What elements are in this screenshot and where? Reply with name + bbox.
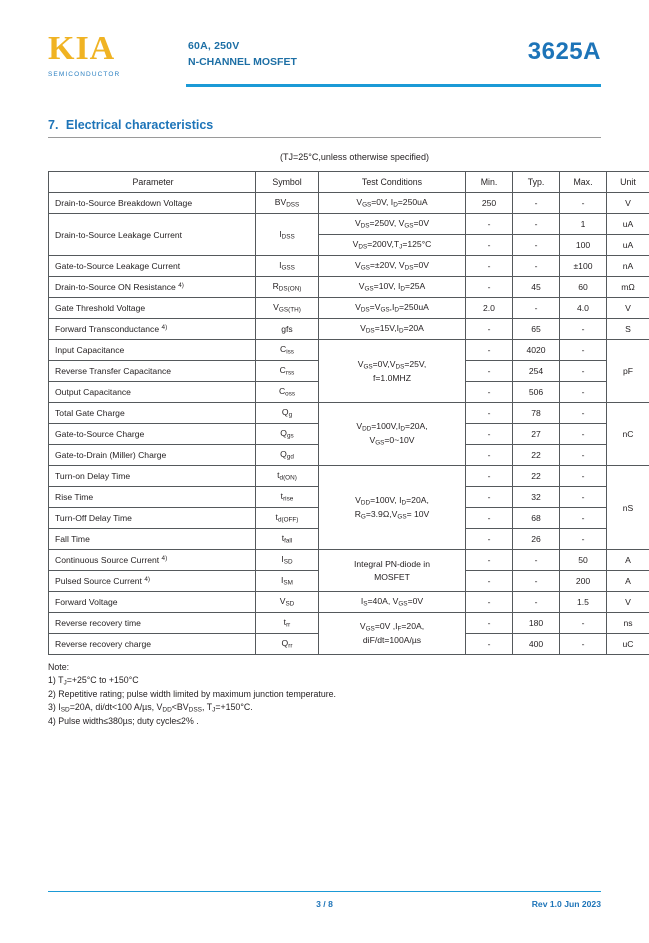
- cell-parameter: Output Capacitance: [49, 382, 256, 403]
- cell-typ: 26: [513, 529, 560, 550]
- cell-typ: 32: [513, 487, 560, 508]
- cell-parameter: Gate-to-Drain (Miller) Charge: [49, 445, 256, 466]
- cell-typ: -: [513, 550, 560, 571]
- cell-parameter: Input Capacitance: [49, 340, 256, 361]
- cell-unit: pF: [607, 340, 649, 403]
- logo-text: KIA: [48, 32, 144, 66]
- table-row: [49, 298, 649, 319]
- cell-typ: 254: [513, 361, 560, 382]
- cell-max: -: [560, 424, 607, 445]
- cell-min: -: [466, 319, 513, 340]
- table-header-row: [49, 172, 649, 193]
- cell-conditions: $V_{DS}=15V,I_D=20A$: [319, 319, 466, 340]
- cell-symbol: $t_{d(OFF)}$: [256, 508, 319, 529]
- cell-typ: -: [513, 571, 560, 592]
- cell-parameter: Reverse recovery charge: [49, 634, 256, 655]
- cell-symbol: $V_{SD}$: [256, 592, 319, 613]
- cell-symbol: $R_{DS(ON)}$: [256, 277, 319, 298]
- cell-parameter: Pulsed Source Current $^{4)}$: [49, 571, 256, 592]
- cell-conditions: $V_{GS}=0V$ $,I_F=20A$, diF/dt=100A/µs: [319, 613, 466, 655]
- cell-unit: S: [607, 319, 649, 340]
- cell-conditions: $V_{DS}=200V,T_J=125^\circ C$: [319, 235, 466, 256]
- cell-symbol: $V_{GS(TH)}$: [256, 298, 319, 319]
- cell-unit: V: [607, 592, 649, 613]
- cell-symbol: $Q_{gs}$: [256, 424, 319, 445]
- datasheet-page: [0, 26, 649, 943]
- table-row: [49, 256, 649, 277]
- cell-min: -: [466, 361, 513, 382]
- cell-min: -: [466, 382, 513, 403]
- cell-conditions: $V_{DS}=V_{GS},I_D=250uA$: [319, 298, 466, 319]
- cell-conditions: $V_{DD}=100V,I_D=20A$, $V_{GS}=0\sim 10V$: [319, 403, 466, 466]
- cell-max: 200: [560, 571, 607, 592]
- table-row: [49, 403, 649, 424]
- cell-min: -: [466, 466, 513, 487]
- page-number: 3 / 8: [48, 899, 601, 909]
- test-condition-note: [48, 152, 601, 162]
- cell-min: -: [466, 403, 513, 424]
- cell-symbol: $C_{iss}$: [256, 340, 319, 361]
- cell-parameter: Gate Threshold Voltage: [49, 298, 256, 319]
- cell-max: -: [560, 319, 607, 340]
- cell-symbol: $t_{fall}$: [256, 529, 319, 550]
- cell-typ: 22: [513, 466, 560, 487]
- cell-parameter: Continuous Source Current $^{4)}$: [49, 550, 256, 571]
- cell-min: -: [466, 445, 513, 466]
- cell-symbol: $C_{oss}$: [256, 382, 319, 403]
- cell-max: -: [560, 613, 607, 634]
- section-number: 7.: [48, 118, 58, 132]
- cell-parameter: Drain-to-Source Breakdown Voltage: [49, 193, 256, 214]
- notes-block: [48, 661, 601, 728]
- table-row: [49, 319, 649, 340]
- cell-min: -: [466, 214, 513, 235]
- cell-parameter: Turn-on Delay Time: [49, 466, 256, 487]
- cell-symbol: $Q_{gd}$: [256, 445, 319, 466]
- cell-max: -: [560, 634, 607, 655]
- cell-min: -: [466, 508, 513, 529]
- cell-unit: mΩ: [607, 277, 649, 298]
- cell-max: -: [560, 466, 607, 487]
- section-heading: [48, 118, 601, 137]
- cell-min: 2.0: [466, 298, 513, 319]
- cell-max: 1.5: [560, 592, 607, 613]
- cell-min: -: [466, 277, 513, 298]
- cell-parameter: Reverse Transfer Capacitance: [49, 361, 256, 382]
- product-rating: 60A, 250V: [188, 38, 297, 54]
- note-item-1: 1) $T_J=+25^\circ C$ to +150°C: [48, 674, 601, 688]
- cell-symbol: $Q_{rr}$: [256, 634, 319, 655]
- cell-parameter: Gate-to-Source Charge: [49, 424, 256, 445]
- cell-unit: uA: [607, 214, 649, 235]
- cell-min: -: [466, 634, 513, 655]
- cell-typ: 68: [513, 508, 560, 529]
- cell-min: -: [466, 613, 513, 634]
- cell-min: -: [466, 571, 513, 592]
- product-subtitle: [188, 38, 297, 71]
- cell-symbol: $BV_{DSS}$: [256, 193, 319, 214]
- product-type: N-CHANNEL MOSFET: [188, 54, 297, 70]
- cell-unit: A: [607, 550, 649, 571]
- cell-max: -: [560, 361, 607, 382]
- col-parameter: Parameter: [49, 172, 256, 193]
- cell-parameter: Total Gate Charge: [49, 403, 256, 424]
- table-row: [49, 466, 649, 487]
- cell-symbol: $C_{rss}$: [256, 361, 319, 382]
- cell-conditions: $V_{DD}=100V$, $I_D=20A$, $R_G=3.9\Omega,V_{GS}= 10V$: [319, 466, 466, 550]
- cell-max: -: [560, 529, 607, 550]
- cell-min: -: [466, 487, 513, 508]
- cell-typ: -: [513, 592, 560, 613]
- cell-typ: 22: [513, 445, 560, 466]
- col-max: Max.: [560, 172, 607, 193]
- cell-max: -: [560, 508, 607, 529]
- cell-typ: -: [513, 235, 560, 256]
- col-min: Min.: [466, 172, 513, 193]
- cell-parameter: Fall Time: [49, 529, 256, 550]
- col-unit: Unit: [607, 172, 649, 193]
- cell-symbol: $Q_g$: [256, 403, 319, 424]
- footer-divider: [48, 891, 601, 893]
- cell-min: -: [466, 592, 513, 613]
- cell-typ: 65: [513, 319, 560, 340]
- company-logo: [48, 32, 144, 78]
- col-typ: Typ.: [513, 172, 560, 193]
- cell-conditions: $V_{DS}=250V$, $V_{GS}=0V$: [319, 214, 466, 235]
- table-row: [49, 550, 649, 571]
- cell-parameter: Forward Transconductance $^{4)}$: [49, 319, 256, 340]
- cell-unit: V: [607, 298, 649, 319]
- note-item-4: 4) Pulse width≤380µs; duty cycle≤2% .: [48, 715, 601, 728]
- table-row: [49, 193, 649, 214]
- cell-symbol: $t_{rise}$: [256, 487, 319, 508]
- note-item-2: 2) Repetitive rating; pulse width limited by maximum junction temperature.: [48, 688, 601, 701]
- page-footer: [48, 891, 601, 914]
- cell-conditions: Integral PN-diode in MOSFET: [319, 550, 466, 592]
- cell-max: -: [560, 340, 607, 361]
- cell-min: -: [466, 235, 513, 256]
- col-test-conditions: Test Conditions: [319, 172, 466, 193]
- cell-symbol: $I_{SM}$: [256, 571, 319, 592]
- cell-max: 60: [560, 277, 607, 298]
- cell-typ: 4020: [513, 340, 560, 361]
- cell-unit: uA: [607, 235, 649, 256]
- cell-symbol: $t_{rr}$: [256, 613, 319, 634]
- revision-info: Rev 1.0 Jun 2023: [532, 899, 601, 909]
- cell-max: -: [560, 403, 607, 424]
- cell-typ: 180: [513, 613, 560, 634]
- cell-typ: 78: [513, 403, 560, 424]
- electrical-characteristics-table: [48, 171, 649, 655]
- cell-unit: ns: [607, 613, 649, 634]
- cell-parameter: Forward Voltage: [49, 592, 256, 613]
- cell-parameter: Rise Time: [49, 487, 256, 508]
- cell-min: -: [466, 256, 513, 277]
- cell-max: -: [560, 445, 607, 466]
- page-header: [48, 26, 601, 98]
- cell-unit: V: [607, 193, 649, 214]
- cell-conditions: $V_{GS}=\pm 20V$, $V_{DS}=0V$: [319, 256, 466, 277]
- cell-unit: nC: [607, 403, 649, 466]
- cell-max: 4.0: [560, 298, 607, 319]
- cell-max: 50: [560, 550, 607, 571]
- cell-parameter: Turn-Off Delay Time: [49, 508, 256, 529]
- cell-symbol: $t_{d(ON)}$: [256, 466, 319, 487]
- header-divider: [186, 84, 601, 87]
- table-row: [49, 277, 649, 298]
- section-divider: [48, 137, 601, 138]
- cell-max: 1: [560, 214, 607, 235]
- note-item-3: 3) $I_{SD}=20A$, di/dt<100 A/µs, $V_{DD}<BV_{DSS}$, $T_J=+150^\circ C$.: [48, 701, 601, 715]
- table-row: [49, 214, 649, 235]
- cell-parameter: Gate-to-Source Leakage Current: [49, 256, 256, 277]
- cell-conditions: $V_{GS}=0V$, $I_D=250uA$: [319, 193, 466, 214]
- table-row: [49, 340, 649, 361]
- cell-parameter: Drain-to-Source Leakage Current: [49, 214, 256, 256]
- section-title-text: Electrical characteristics: [66, 118, 213, 132]
- cell-typ: 506: [513, 382, 560, 403]
- cell-conditions: $V_{GS}=0V,V_{DS}=25V$, f=1.0MHZ: [319, 340, 466, 403]
- cell-typ: -: [513, 193, 560, 214]
- cell-conditions: $V_{GS}=10V$, $I_D=25A$: [319, 277, 466, 298]
- cell-max: ±100: [560, 256, 607, 277]
- cell-symbol: $I_{GSS}$: [256, 256, 319, 277]
- cell-symbol: gfs: [256, 319, 319, 340]
- cell-typ: 400: [513, 634, 560, 655]
- cell-min: -: [466, 424, 513, 445]
- cell-symbol: $I_{SD}$: [256, 550, 319, 571]
- cell-max: -: [560, 382, 607, 403]
- cell-typ: -: [513, 214, 560, 235]
- cell-unit: A: [607, 571, 649, 592]
- cell-typ: -: [513, 256, 560, 277]
- cell-max: -: [560, 193, 607, 214]
- part-number: 3625A: [528, 38, 601, 66]
- cell-min: 250: [466, 193, 513, 214]
- cell-min: -: [466, 550, 513, 571]
- cell-typ: -: [513, 298, 560, 319]
- cell-unit: nA: [607, 256, 649, 277]
- cell-typ: 45: [513, 277, 560, 298]
- cell-max: 100: [560, 235, 607, 256]
- cell-parameter: Reverse recovery time: [49, 613, 256, 634]
- cell-min: -: [466, 529, 513, 550]
- col-symbol: Symbol: [256, 172, 319, 193]
- cell-conditions: $I_S=40A$, $V_{GS}=0V$: [319, 592, 466, 613]
- cell-typ: 27: [513, 424, 560, 445]
- cell-unit: nS: [607, 466, 649, 550]
- table-row: [49, 592, 649, 613]
- cell-unit: uC: [607, 634, 649, 655]
- condition-note-text: (TJ=25°C,unless otherwise specified): [280, 152, 429, 162]
- cell-parameter: Drain-to-Source ON Resistance $^{4)}$: [49, 277, 256, 298]
- table-row: [49, 613, 649, 634]
- cell-min: -: [466, 340, 513, 361]
- notes-label: Note:: [48, 661, 601, 674]
- logo-subtitle: SEMICONDUCTOR: [48, 71, 144, 78]
- cell-max: -: [560, 487, 607, 508]
- cell-symbol: $I_{DSS}$: [256, 214, 319, 256]
